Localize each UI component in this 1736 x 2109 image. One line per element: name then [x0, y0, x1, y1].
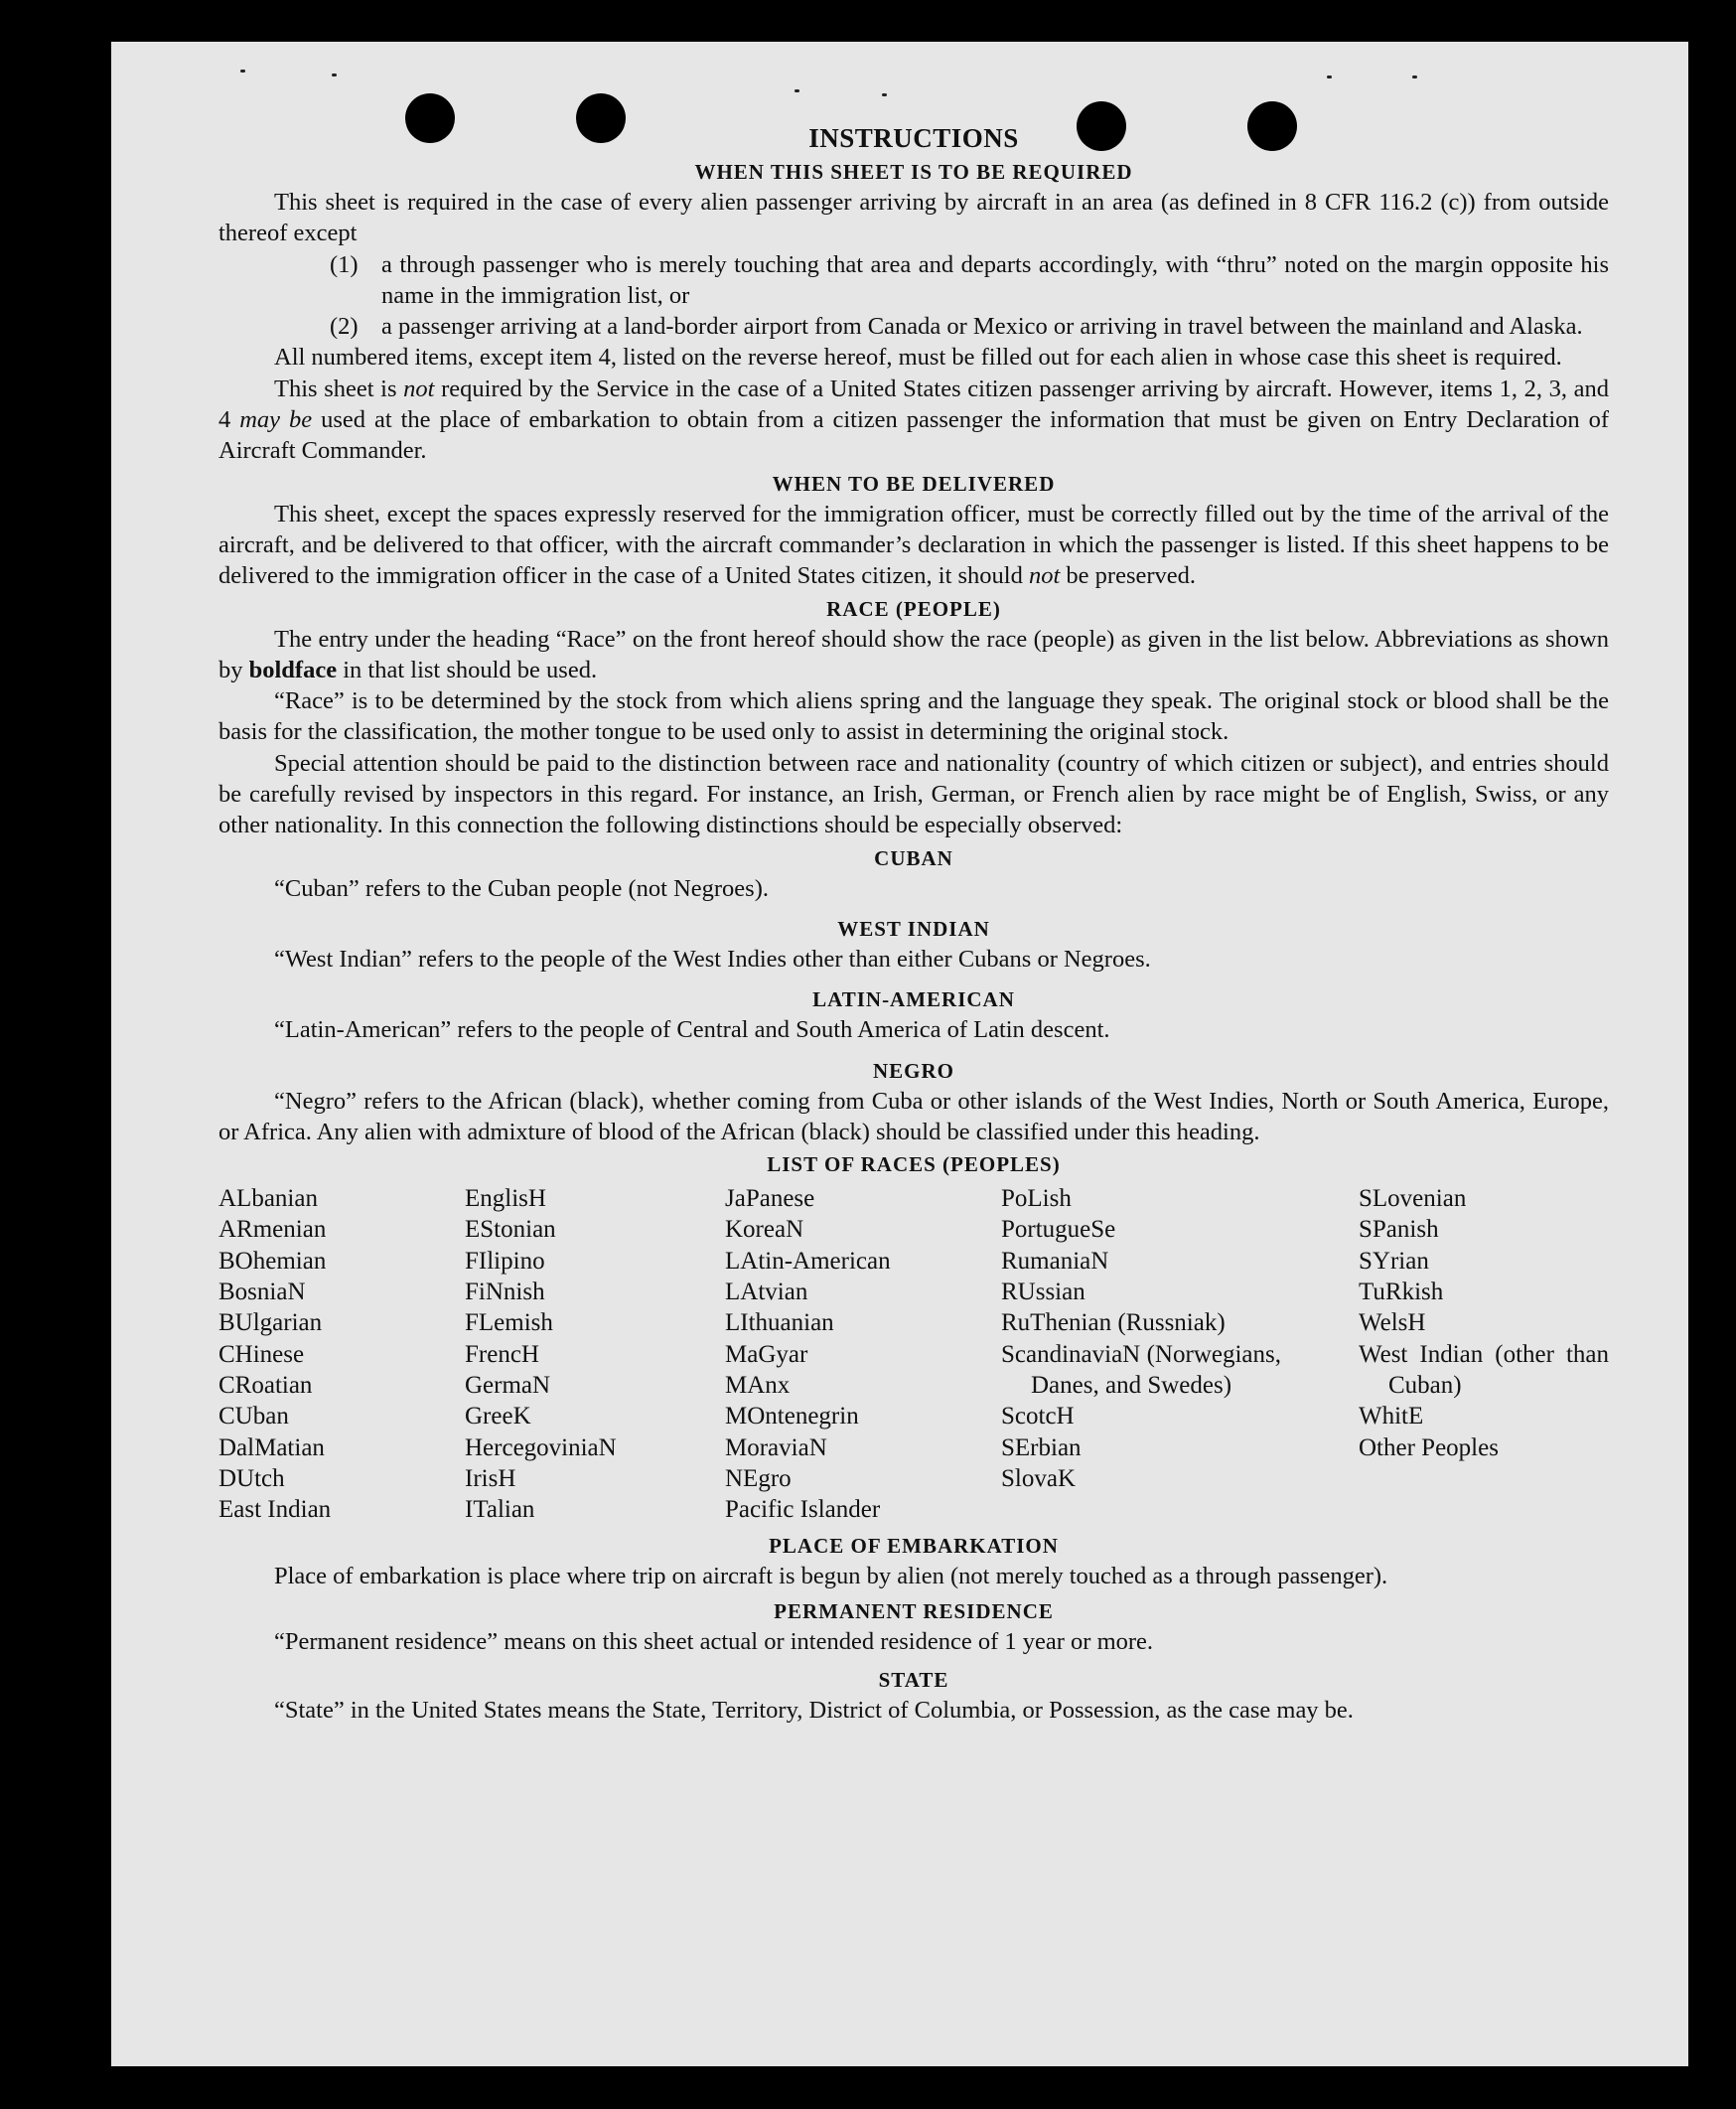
emphasis: not [1028, 562, 1061, 590]
heading-negro: NEGRO [872, 1058, 954, 1083]
race-entry: GermaN [465, 1371, 551, 1399]
race-entry: FLemish [465, 1309, 553, 1337]
paragraph: All numbered items, except item 4, listed on the reverse hereof, must be filled out for each alien in whose case this sheet is required. [274, 344, 1562, 372]
speck-mark [795, 89, 799, 92]
race-entry: SLovenian [1359, 1185, 1467, 1213]
paragraph: Place of embarkation is place where trip on aircraft is begun by alien (not merely touched as a through passenger). [274, 1563, 1388, 1590]
race-column [725, 1183, 1001, 1525]
speck-mark [1412, 75, 1417, 78]
paragraph: “Race” is to be determined by the stock from which aliens spring and the language they speak. The original stock or blood shall be the basis for the classification, the mother tongue to be used only to assist in determining the original stock. [218, 687, 1609, 746]
race-entry: SErbian [1001, 1433, 1082, 1461]
paragraph: “Negro” refers to the African (black), whether coming from Cuba or other islands of the West Indies, North or South America, Europe, or Africa. Any alien with admixture of blood of the African (black) should be classified under this heading. [218, 1087, 1609, 1145]
race-entry: LIthuanian [725, 1309, 834, 1337]
race-entry: Pacific Islander [725, 1496, 881, 1524]
instructions-content [218, 121, 1609, 1726]
race-entry: PoLish [1001, 1185, 1072, 1213]
paragraph: Special attention should be paid to the distinction between race and nationality (country of which citizen or subject), and entries should be carefully revised by inspectors in this regard. For instance, an Irish, German, or French alien by race might be of English, Swiss, or any other nationality. In this connection the following distinctions should be especially observed: [218, 749, 1609, 839]
list-item [330, 311, 1609, 342]
race-entry: TuRkish [1359, 1279, 1444, 1306]
paragraph [218, 499, 1609, 592]
list-item [330, 249, 1609, 312]
race-entry: ScotcH [1001, 1403, 1075, 1431]
race-entry: DalMatian [218, 1433, 325, 1461]
race-list [218, 1183, 1609, 1525]
race-entry: PortugueSe [1001, 1216, 1116, 1244]
heading-state: STATE [878, 1667, 949, 1692]
race-entry: LAtin-American [725, 1247, 891, 1275]
heading-latin-american: LATIN-AMERICAN [812, 987, 1015, 1012]
heading-when-required: WHEN THIS SHEET IS TO BE REQUIRED [694, 160, 1133, 184]
text-run: be preserved. [1060, 562, 1197, 590]
item-text: a passenger arriving at a land-border airport from Canada or Mexico or arriving in travel between the mainland and Alaska. [381, 313, 1583, 341]
bold-text: boldface [248, 656, 338, 683]
race-entry: Other Peoples [1359, 1433, 1499, 1461]
race-entry: East Indian [218, 1496, 332, 1524]
race-entry: CRoatian [218, 1371, 313, 1399]
heading-cuban: CUBAN [874, 845, 953, 870]
race-entry: RuThenian (Russniak) [1001, 1309, 1226, 1337]
paragraph: “Latin-American” refers to the people of Central and South America of Latin descent. [274, 1016, 1110, 1044]
heading-list-of-races: LIST OF RACES (PEOPLES) [767, 1152, 1061, 1177]
race-entry: MOntenegrin [725, 1403, 859, 1431]
race-entry: CUban [218, 1403, 289, 1431]
paragraph [218, 374, 1609, 467]
race-entry: FiNnish [465, 1279, 545, 1306]
race-entry: WhitE [1359, 1403, 1424, 1431]
emphasis: not [403, 375, 435, 402]
text-run: used at the place of embarkation to obtain from a citizen passenger the information that must be given on Entry Declaration of Aircraft Commander. [218, 406, 1610, 465]
item-number: (2) [330, 313, 359, 341]
text-run: This sheet is [274, 375, 404, 402]
heading-west-indian: WEST INDIAN [837, 916, 990, 941]
race-entry: ITalian [465, 1496, 535, 1524]
race-entry: IrisH [465, 1464, 516, 1492]
item-number: (1) [330, 250, 359, 278]
race-entry: ALbanian [218, 1185, 318, 1213]
text-run: required by the Service in the case of a United States citizen passenger arriving by aircraft. However, items 1, 2, 3, and 4 [218, 375, 1609, 434]
race-entry: EStonian [465, 1216, 556, 1244]
race-entry: West Indian (other than Cuban) [1359, 1340, 1609, 1399]
race-column [218, 1183, 465, 1525]
race-entry: MaGyar [725, 1340, 808, 1368]
race-entry: GreeK [465, 1403, 531, 1431]
race-entry: MAnx [725, 1371, 791, 1399]
speck-mark [1327, 75, 1332, 78]
race-entry: JaPanese [725, 1185, 815, 1213]
race-entry: EnglisH [465, 1185, 546, 1213]
race-entry: DUtch [218, 1464, 285, 1492]
heading-race: RACE (PEOPLE) [826, 596, 1001, 621]
race-entry: BUlgarian [218, 1309, 323, 1337]
text-run: in that list should be used. [337, 656, 598, 683]
paragraph: “Permanent residence” means on this sheet actual or intended residence of 1 year or more. [274, 1627, 1154, 1655]
race-entry: KoreaN [725, 1216, 804, 1244]
heading-when-delivered: WHEN TO BE DELIVERED [772, 471, 1056, 496]
race-entry: SPanish [1359, 1216, 1439, 1244]
page-title: INSTRUCTIONS [808, 123, 1019, 153]
speck-mark [332, 74, 337, 76]
race-entry: SlovaK [1001, 1464, 1076, 1492]
race-entry: SYrian [1359, 1247, 1429, 1275]
speck-mark [240, 70, 245, 73]
heading-permanent-residence: PERMANENT RESIDENCE [774, 1598, 1054, 1623]
race-entry: RumaniaN [1001, 1247, 1109, 1275]
speck-mark [882, 93, 887, 96]
paragraph [218, 624, 1609, 686]
paragraph: “Cuban” refers to the Cuban people (not Negroes). [274, 874, 769, 902]
race-entry: MoraviaN [725, 1433, 827, 1461]
text-run: This sheet, except the spaces expressly reserved for the immigration officer, must be correctly filled out by the time of the arrival of the aircraft, and be delivered to that officer, with the aircraft commander’s declaration in which the passenger is listed. If this sheet happens to be delivered to the immigration officer in the case of a United States citizen, it should [218, 500, 1609, 590]
race-column [1001, 1183, 1281, 1525]
race-entry: BosniaN [218, 1279, 306, 1306]
race-column [1359, 1183, 1609, 1525]
paragraph: This sheet is required in the case of every alien passenger arriving by aircraft in an area (as defined in 8 CFR 116.2 (c)) from outside thereof except [218, 189, 1609, 247]
paragraph: “State” in the United States means the State, Territory, District of Columbia, or Possession, as the case may be. [274, 1696, 1354, 1724]
race-column [465, 1183, 725, 1525]
race-entry: BOhemian [218, 1247, 327, 1275]
text-run: The entry under the heading “Race” on the front hereof should show the race (people) as given in the list below. Abbreviations as shown by [218, 625, 1609, 683]
race-entry: RUssian [1001, 1279, 1085, 1306]
race-entry: CHinese [218, 1340, 305, 1368]
race-entry: FIlipino [465, 1247, 545, 1275]
race-entry: FrencH [465, 1340, 539, 1368]
heading-embarkation: PLACE OF EMBARKATION [769, 1534, 1059, 1559]
emphasis: may be [239, 406, 313, 434]
paragraph: “West Indian” refers to the people of the West Indies other than either Cubans or Negroes. [274, 945, 1151, 973]
race-entry: HercegoviniaN [465, 1433, 617, 1461]
race-entry: LAtvian [725, 1279, 808, 1306]
item-text: a through passenger who is merely touching that area and departs accordingly, with “thru” noted on the margin opposite his name in the immigration list, or [381, 250, 1609, 309]
race-entry: ScandinaviaN (Norwegians, Danes, and Swedes) [1001, 1340, 1281, 1399]
race-entry: WelsH [1359, 1309, 1426, 1337]
race-entry: NEgro [725, 1464, 792, 1492]
race-entry: ARmenian [218, 1216, 327, 1244]
